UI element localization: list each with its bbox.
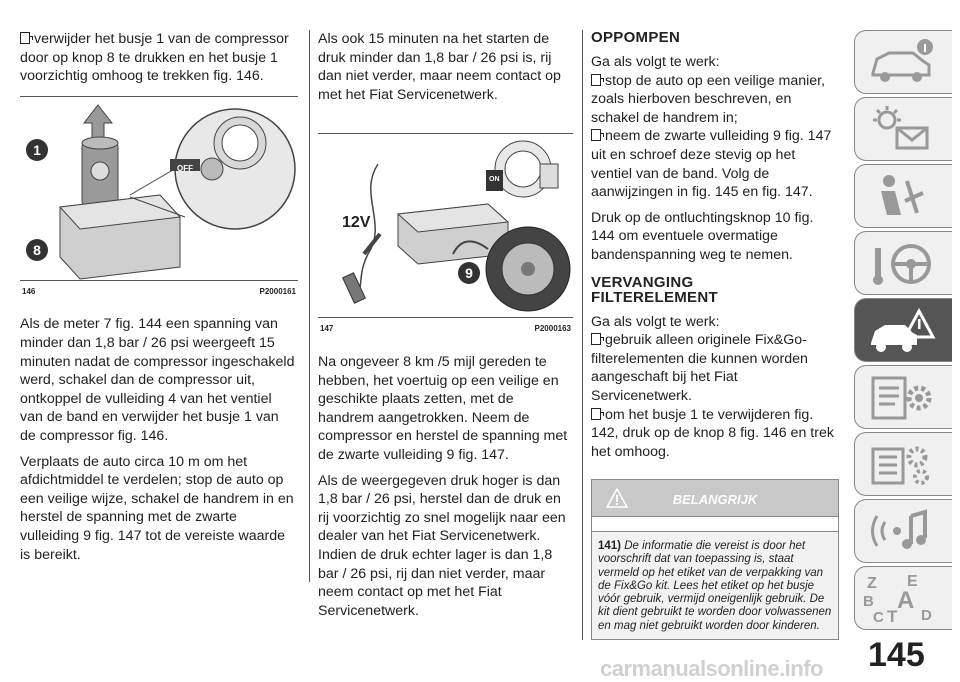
paragraph: Als de weergegeven druk hoger is dan 1,8 bar / 26 psi, herstel dan de druk en rij voorzichtig zo snel mogelijk naar een dealer van het Fiat Servicenetwerk. Indien de druk echter lager is dan 1,8 bar / 26 psi, rij dan niet verder, maar neem contact op met het Fiat Servicenetwerk. [318,472,566,619]
tab-multimedia[interactable] [854,499,952,563]
watermark: carmanualsonline.info [600,656,823,681]
bullet-icon [591,129,601,141]
figure-146 [20,96,298,281]
figure-code: P2000163 [534,324,571,334]
section-heading: VERVANGING FILTERELEMENT [591,273,718,306]
bullet-item: neem de zwarte vulleiding 9 fig. 147 uit en schroef deze stevig op het ventiel van de band. Volg de aanwijzingen in fig. 145 en fig. 147. [591,128,832,201]
section-heading: OPPOMPEN [591,29,681,46]
figure-number: 147 [320,324,334,334]
figure-number: 146 [22,286,36,296]
text-column-1 [20,30,298,571]
paragraph: Als de meter 7 fig. 144 een spanning van minder dan 1,8 bar / 26 psi weergeeft 15 minuten nadat de compressor ingeschakeld werd, schakel dan de compressor uit, ontkoppel de vulleiding 4 van het ventiel van de band en verwijder het busje 1 van de compressor fig. 146. [20,316,295,444]
technical-data-icon [867,439,937,489]
compressor-canister-illustration [20,97,298,280]
car-info-icon [867,37,937,87]
paragraph: Verplaats de auto circa 10 m om het afdichtmiddel te verdelen; stop de auto op een veilige wijze, schakel de handrem in en herstel de spanning met de zwarte vulleiding 9 fig. 147 tot de vereiste waarde is bereikt. [20,453,294,563]
paragraph: Druk op de ontluchtingsknop 10 fig. 144 om eventuele overmatige bandenspanning weg te nemen. [591,209,814,263]
warning-lights-icon [867,104,937,154]
callout-8: 8 [26,239,48,261]
multimedia-icon [867,506,937,556]
paragraph: Als ook 15 minuten na het starten de druk minder dan 1,8 bar / 26 psi is, rij dan niet verder, maar neem contact op met het Fiat Servicenetwerk. [318,31,561,103]
bullet-icon [591,74,601,86]
column-divider [309,30,310,582]
paragraph: Ga als volgt te werk: [591,313,720,330]
on-label: ON [486,170,503,191]
callout-9: 9 [458,262,480,284]
warning-box [591,479,839,639]
text-column-3 [591,30,839,640]
figure-caption [318,318,573,339]
chapter-tab-sidebar [854,30,952,633]
tab-seat-safety[interactable] [854,164,952,228]
tab-key-steering[interactable] [854,231,952,295]
tab-emergency[interactable] [854,298,952,362]
warning-title: BELANGRIJK [672,492,758,508]
text-column-2 [318,30,573,627]
tab-warning-lights[interactable] [854,97,952,161]
tab-technical-data[interactable] [854,432,952,496]
column-divider [582,30,583,640]
tab-index[interactable] [854,566,952,630]
warning-text: 141) De informatie die vereist is door het voorschrift dat van toepassing is, staat vermeld op het etiket van de verpakking van de Fix&Go kit. Lees het etiket op het busje vóór gebruik, vermijd oneigenlijk gebruik. De kit dient gebruikt te worden door volwassenen en mag niet gebruikt worden door kinderen. [592,531,838,638]
seat-safety-icon [867,171,937,221]
callout-1: 1 [26,139,48,161]
bullet-item: om het busje 1 te verwijderen fig. 142, druk op de knop 8 fig. 146 en trek het omhoog. [591,406,834,460]
12v-label: 12V [342,214,371,232]
bullet-icon [591,333,601,345]
paragraph: Ga als volgt te werk: [591,54,720,70]
figure-code: P2000161 [259,286,296,296]
figure-caption [20,281,298,302]
maintenance-icon [867,372,937,422]
paragraph: Na ongeveer 8 km /5 mijl gereden te hebben, het voertuig op een veilige en geschikte plaats zetten, met de handrem aangetrokken. Neem de compressor en herstel de spanning met de zwarte vulleiding 9 fig. 147. [318,353,568,463]
off-label: OFF [177,163,193,173]
bullet-icon [20,32,30,44]
tab-maintenance[interactable] [854,365,952,429]
index-letters-icon: Z E B A C T D [863,573,932,626]
car-emergency-icon [867,305,937,355]
warning-header [592,480,838,517]
page-number: 145 [868,636,925,674]
bullet-icon [591,408,601,420]
figure-147 [318,133,573,318]
key-steering-icon [867,238,937,288]
paragraph: verwijder het busje 1 van de compressor door op knop 8 te drukken en het busje 1 voorzichtig omhoog te trekken fig. 146. [20,31,289,85]
tab-car-info[interactable] [854,30,952,94]
bullet-item: gebruik alleen originele Fix&Go-filterelementen die kunnen worden aangeschaft bij het Fiat Servicenetwerk. [591,332,808,404]
bullet-item: stop de auto op een veilige manier, zoals hierboven beschreven, en schakel de handrem in; [591,72,826,126]
